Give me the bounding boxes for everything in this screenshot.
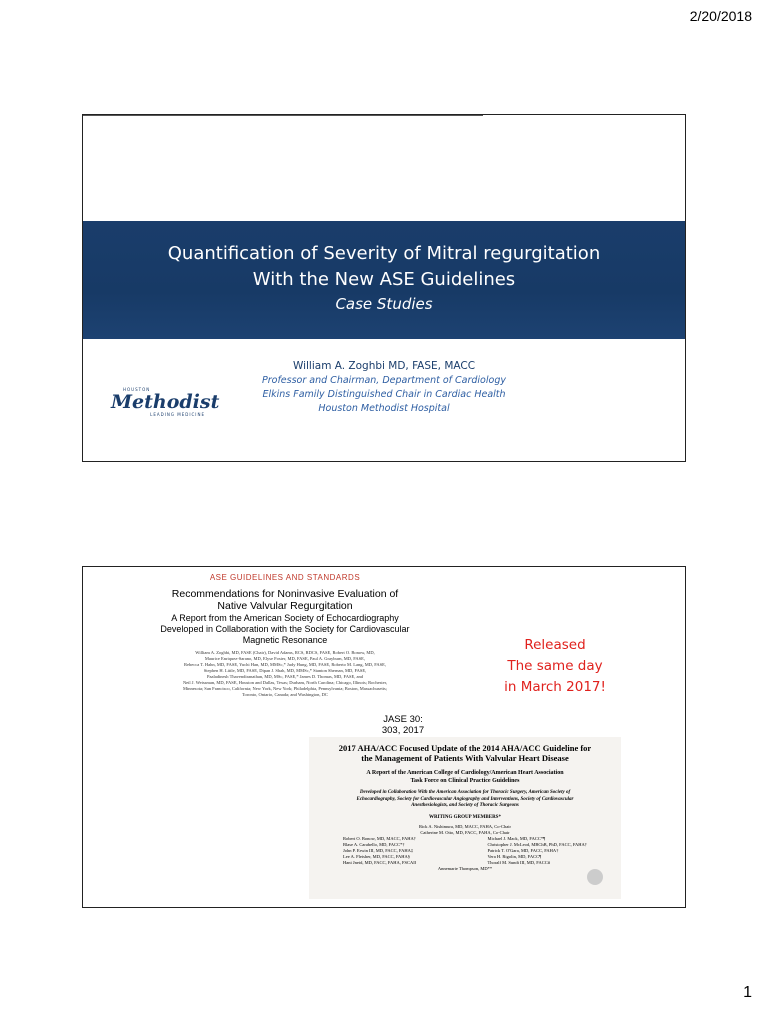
aha-member: Hani Jneid, MD, FACC, FAHA, FSCAI‖ <box>343 859 416 865</box>
slide-title-text <box>83 221 685 293</box>
jase-citation: JASE 30: 303, 2017 <box>381 714 425 736</box>
aha-chair: Catherine M. Otto, MD, FACC, FAHA, Co-Chair <box>420 829 510 835</box>
aha-chair: Rick A. Nishimura, MD, MACC, FAHA, Co-Chair <box>418 823 512 829</box>
ase-authors-line: Rebecca T. Hahn, MD, FASE, Yuchi Han, MD, MMSc,* Judy Hung, MD, FASE, Roberto M. Lang, MD, FASE, <box>183 662 387 667</box>
ase-report-line: Developed in Collaboration with the Society for Cardiovascular <box>160 624 410 634</box>
ase-header: ASE GUIDELINES AND STANDARDS <box>209 573 361 582</box>
aha-member: Patrick T. O'Gara, MD, FACC, FAHA† <box>487 847 559 853</box>
affiliation-line-3: Houston Methodist Hospital <box>318 403 450 414</box>
ase-authors-line: William A. Zoghbi, MD, FASE (Chair), David Adams, RCS, RDCS, FASE, Robert O. Bonow, MD, <box>195 650 375 655</box>
aha-member: Blase A. Carabello, MD, FACC*† <box>343 841 405 847</box>
aha-members-heading: WRITING GROUP MEMBERS* <box>429 814 501 820</box>
ase-paper-excerpt <box>145 573 425 736</box>
ase-report-line: A Report from the American Society of Echocardiography <box>171 613 399 623</box>
ase-authors-line: Paaladinesh Thavendiranathan, MD, MSc, FASE,* James D. Thomas, MD, FASE, and <box>207 674 363 679</box>
ase-title-line: Recommendations for Noninvasive Evaluation of <box>171 588 399 600</box>
logo-tagline: LEADING MEDICINE <box>150 412 205 417</box>
aha-logo-icon <box>587 869 603 885</box>
page-date: 2/20/2018 <box>689 8 752 24</box>
affiliation-line-1: Professor and Chairman, Department of Cardiology <box>262 375 506 386</box>
ase-title <box>145 588 425 612</box>
title-line-2: With the New ASE Guidelines <box>252 269 516 290</box>
title-band <box>83 221 685 339</box>
aha-collab-line: Anesthesiologists, and Society of Thoracic Surgeons <box>411 803 519 808</box>
aha-title-line: 2017 AHA/ACC Focused Update of the 2014 AHA/ACC Guideline for <box>338 743 592 753</box>
aha-acc-paper-excerpt <box>309 737 621 899</box>
houston-methodist-logo <box>111 387 220 433</box>
aha-member: Christopher J. McLeod, MBChB, PhD, FACC, FAHA† <box>487 841 587 847</box>
aha-member-columns <box>309 836 621 866</box>
aha-member: Lee A. Fleisher, MD, FACC, FAHA§ <box>343 853 411 859</box>
logo-top-text: HOUSTON <box>123 387 151 392</box>
slide-guidelines <box>82 566 686 908</box>
aha-title-line: the Management of Patients With Valvular Heart Disease <box>361 753 569 763</box>
release-line: Released <box>524 637 586 653</box>
release-line: The same day <box>507 658 603 674</box>
aha-left-column <box>343 836 416 866</box>
aha-member: Robert O. Bonow, MD, MACC, FAHA† <box>343 835 417 841</box>
ase-title-line: Native Valvular Regurgitation <box>217 600 353 612</box>
aha-member: Michael J. Mack, MD, FACC*¶ <box>487 835 546 841</box>
aha-report-line: A Report of the American College of Cardiology/American Heart Association <box>366 770 564 776</box>
aha-report-line: Task Force on Clinical Practice Guidelines <box>410 778 520 784</box>
ase-authors-line: Stephen H. Little, MD, FASE, Dipan J. Shah, MD, MMSc,* Stanton Shernan, MD, FASE, <box>203 668 367 673</box>
ase-report-line: Magnetic Resonance <box>242 635 328 645</box>
slide-title <box>82 114 686 462</box>
aha-member: Thoralf M. Sundt III, MD, FACC# <box>487 859 550 865</box>
ase-authors-line: Neil J. Weissman, MD, FASE, Houston and Dallas, Texas; Durham, North Carolina; Chicago, Illinois; Rochester, <box>182 680 388 685</box>
aha-chairs <box>309 824 621 836</box>
aha-member: Vera H. Rigolin, MD, FACC¶ <box>487 853 542 859</box>
aha-collab-line: Echocardiography, Society for Cardiovascular Angiography and Interventions, Society of Cardiovascular <box>356 796 574 802</box>
author-name: William A. Zoghbi MD, FASE, MACC <box>292 360 476 372</box>
aha-member: John P. Erwin III, MD, FACC, FAHA‡ <box>343 847 414 853</box>
release-note <box>485 635 625 698</box>
top-divider <box>83 115 483 116</box>
aha-title <box>309 737 621 763</box>
aha-collab-line: Developed in Collaboration With the American Association for Thoracic Surgery, American Society of <box>359 790 571 795</box>
ase-authors-line: Minnesota; San Francisco, California; New York, New York; Philadelphia, Pennsylvania; Boston, Massachusetts; <box>182 686 388 691</box>
ase-authors-line: Toronto, Ontario, Canada; and Washington, DC <box>242 692 328 697</box>
logo-name: Methodist <box>111 391 220 413</box>
aha-right-column <box>488 836 587 866</box>
ase-report <box>145 613 425 646</box>
aha-report <box>309 769 621 785</box>
aha-member: Annemarie Thompson, MD** <box>437 865 493 871</box>
title-line-1: Quantification of Severity of Mitral regurgitation <box>167 243 601 264</box>
release-line: in March 2017! <box>504 679 606 695</box>
ase-authors-line: Maurice Enriquez-Sarano, MD, Elyse Foster, MD, FASE, Paul A. Grayburn, MD, FASE, <box>204 656 366 661</box>
ase-authors <box>145 650 425 698</box>
slide-subtitle: Case Studies <box>335 295 433 313</box>
page-number: 1 <box>743 984 752 1001</box>
aha-collaboration <box>309 790 621 810</box>
affiliation-line-2: Elkins Family Distinguished Chair in Cardiac Health <box>262 389 506 400</box>
